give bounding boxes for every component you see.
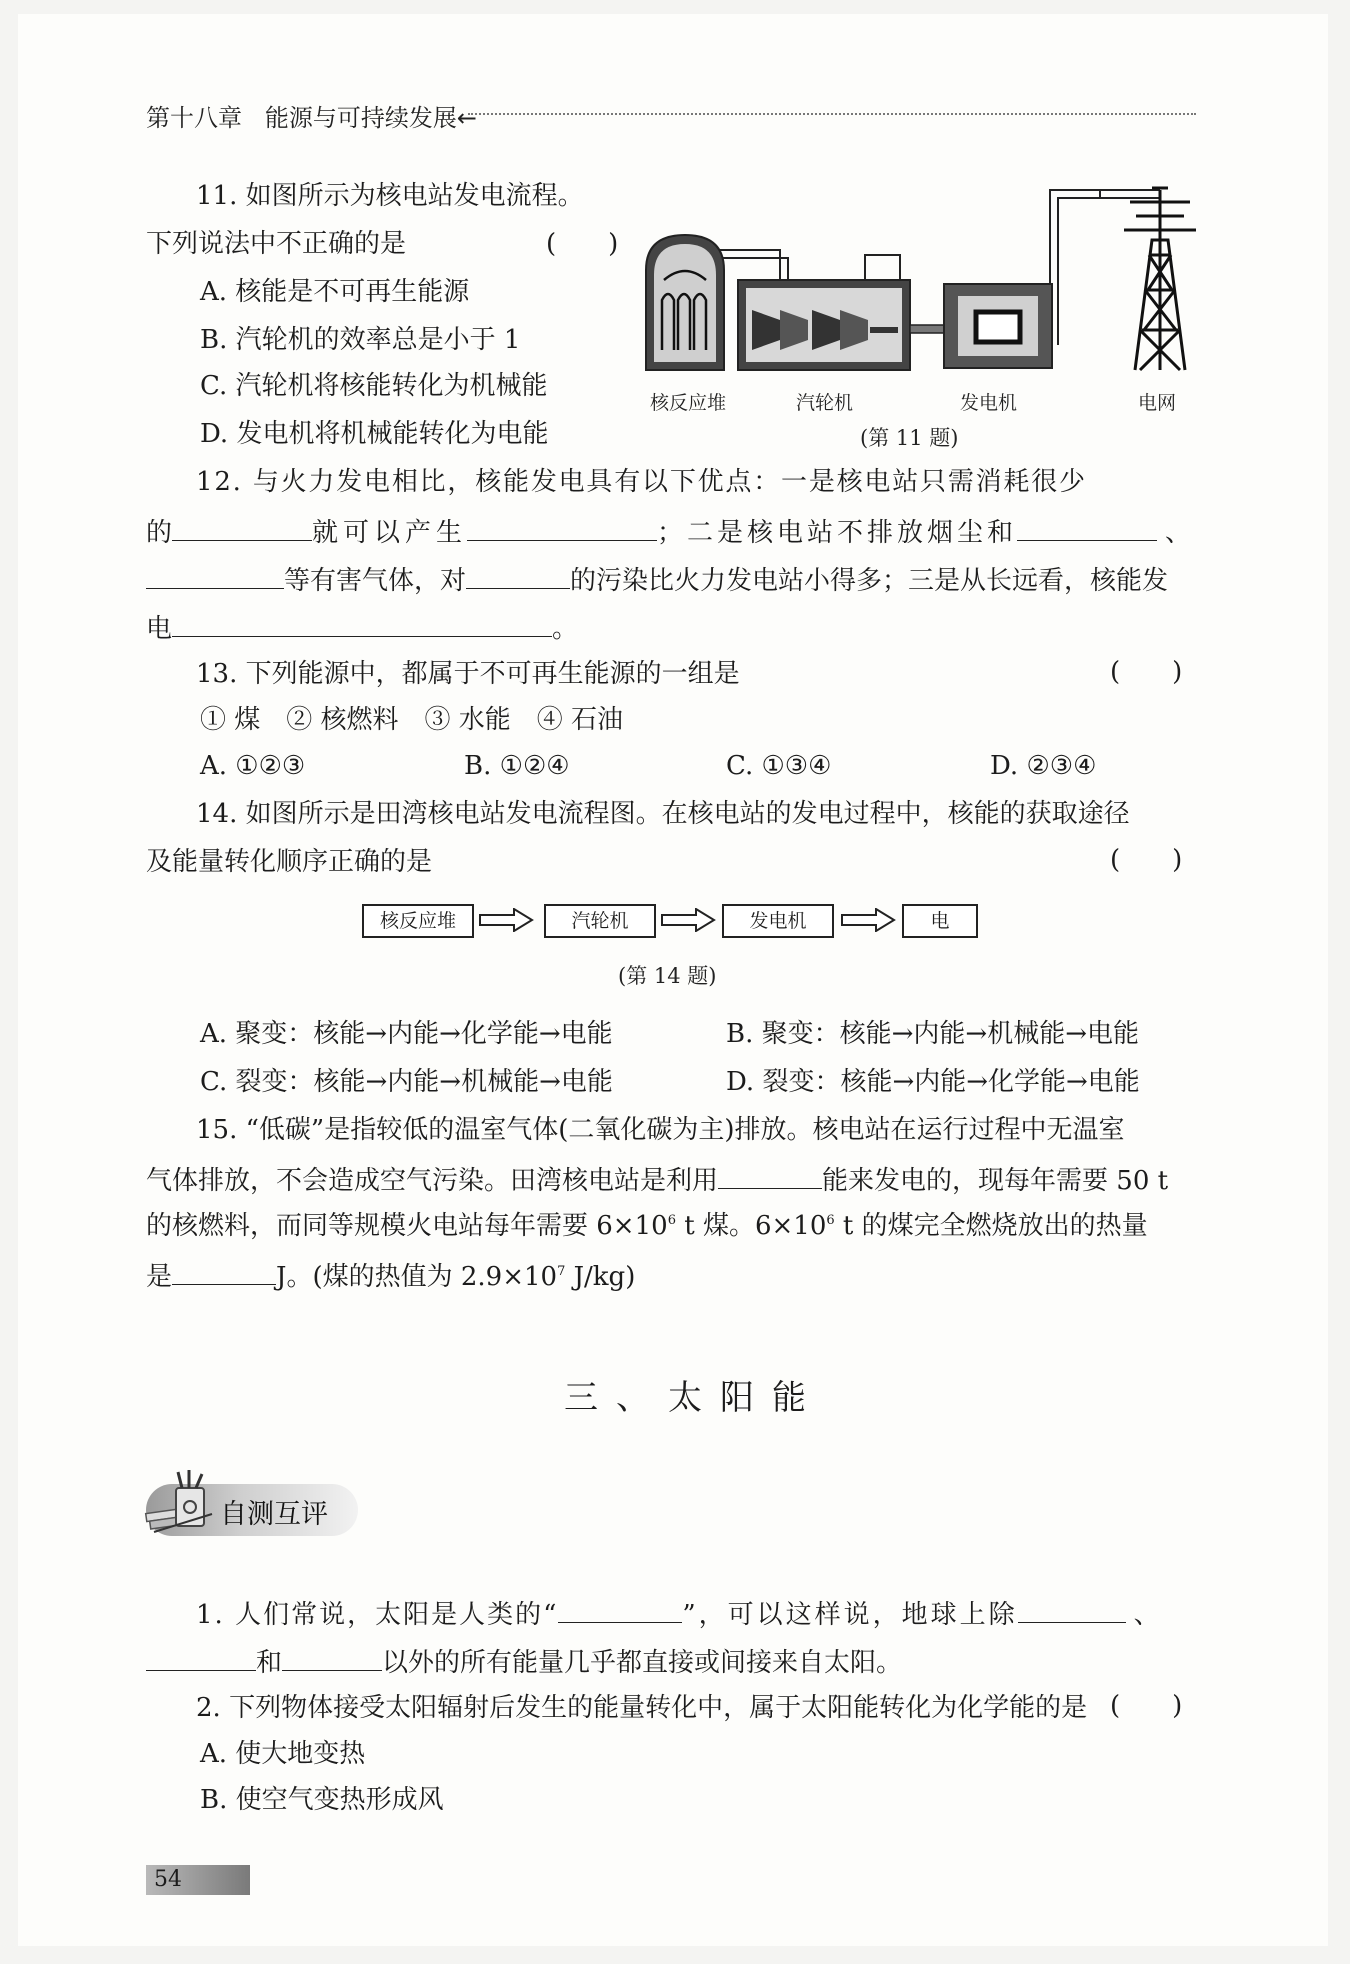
q12-line-3: [146, 562, 1168, 597]
q12-line-4: [146, 610, 578, 645]
q13-answer-paren: ( ): [1110, 657, 1183, 687]
power-tower-icon: [1124, 188, 1196, 370]
flow-box-turbine: 汽轮机: [544, 904, 656, 938]
q12-blank-3[interactable]: [1017, 514, 1157, 541]
q14-line-2: 及能量转化顺序正确的是: [146, 847, 433, 877]
header-rule: [468, 113, 1196, 115]
q14-answer-paren: ( ): [1110, 845, 1183, 875]
flow-arrow-icon: [660, 908, 716, 932]
s1-line-1: [196, 1596, 1160, 1631]
q12-blank-4[interactable]: [146, 562, 284, 589]
s1-text: 、: [1133, 1600, 1160, 1630]
page-number-tab: [146, 1865, 250, 1895]
chapter-number: 第十八章: [146, 104, 242, 132]
q15-text: 能来发电的，现每年需要 50 t: [822, 1166, 1169, 1196]
pen-holder-icon: [142, 1470, 222, 1536]
label-reactor: 核反应堆: [650, 392, 727, 414]
q11-stem-2: 下列说法中不正确的是: [146, 229, 407, 259]
label-grid: 电网: [1138, 392, 1177, 414]
q15-line-1: 15. “低碳”是指较低的温室气体(二氧化碳为主)排放。核电站在运行过程中无温室: [196, 1115, 1125, 1145]
q15-text: 气体排放，不会造成空气污染。田湾核电站是利用: [146, 1166, 719, 1196]
s1-blank-1[interactable]: [558, 1596, 682, 1623]
q15-exponent: 6: [826, 1213, 835, 1228]
page-number: 54: [154, 1867, 182, 1892]
q12-line-1: 12. 与火力发电相比，核能发电具有以下优点：一是核电站只需消耗很少: [196, 467, 1087, 497]
q12-text: 的: [146, 518, 173, 548]
generator-icon: [944, 284, 1052, 368]
q15-text: t 煤。6×10: [675, 1211, 827, 1241]
q12-blank-6[interactable]: [172, 610, 552, 637]
q11-answer-paren: ( ): [546, 229, 619, 259]
q15-text: t 的煤完全燃烧放出的热量: [834, 1211, 1148, 1241]
q11-nuclear-plant-figure: [640, 180, 1210, 380]
q15-exponent: 6: [667, 1213, 676, 1228]
s1-text: ”，可以这样说，地球上除: [682, 1600, 1018, 1630]
q13-option-d: D. ②③④: [990, 751, 1097, 781]
self-test-banner: [146, 1484, 358, 1536]
s1-text: 1. 人们常说，太阳是人类的“: [196, 1600, 559, 1630]
q11-option-b: B. 汽轮机的效率总是小于 1: [200, 325, 521, 355]
q12-line-2: [146, 514, 1191, 549]
s2-option-a: A. 使大地变热: [200, 1739, 366, 1769]
s2-option-b: B. 使空气变热形成风: [200, 1785, 444, 1815]
label-turbine: 汽轮机: [796, 392, 854, 414]
s1-text: 以外的所有能量几乎都直接或间接来自太阳。: [382, 1648, 903, 1678]
banner-label: 自测互评: [220, 1499, 328, 1530]
q12-text: 电: [146, 614, 173, 644]
flow-box-reactor: 核反应堆: [362, 904, 474, 938]
q14-option-d: D. 裂变：核能→内能→化学能→电能: [726, 1067, 1140, 1097]
q14-line-1: 14. 如图所示是田湾核电站发电流程图。在核电站的发电过程中，核能的获取途径: [196, 799, 1130, 829]
chapter-header: [146, 98, 477, 133]
q13-option-c: C. ①③④: [726, 751, 832, 781]
flow-arrow-icon: [840, 908, 896, 932]
q11-option-c: C. 汽轮机将核能转化为机械能: [200, 371, 548, 401]
q13-stem: 13. 下列能源中，都属于不可再生能源的一组是: [196, 659, 740, 689]
q15-blank-2[interactable]: [172, 1258, 276, 1285]
label-generator: 发电机: [960, 392, 1018, 414]
header-arrow-icon: ←: [456, 104, 477, 132]
s1-blank-2[interactable]: [1018, 1596, 1126, 1623]
q14-option-b: B. 聚变：核能→内能→机械能→电能: [726, 1019, 1139, 1049]
q12-text: 就可以产生: [312, 518, 468, 548]
q13-option-b: B. ①②④: [464, 751, 570, 781]
q15-blank-1[interactable]: [718, 1162, 822, 1189]
reactor-icon: [646, 235, 724, 370]
chapter-title: 能源与可持续发展: [264, 104, 457, 132]
q12-text: 。: [552, 614, 579, 644]
q12-blank-2[interactable]: [467, 514, 657, 541]
q12-text: 的污染比火力发电站小得多；三是从长远看，核能发: [570, 566, 1169, 596]
q14-caption: (第 14 题): [618, 964, 717, 988]
q11-option-a: A. 核能是不可再生能源: [200, 277, 470, 307]
q12-text: 、: [1165, 518, 1192, 548]
q12-text: 等有害气体，对: [284, 566, 467, 596]
q13-items: ① 煤 ② 核燃料 ③ 水能 ④ 石油: [200, 705, 624, 735]
q12-blank-1[interactable]: [172, 514, 312, 541]
q15-exponent: 7: [557, 1264, 566, 1279]
flow-box-generator: 发电机: [722, 904, 834, 938]
q15-text: J/kg): [565, 1262, 636, 1292]
s1-line-2: [146, 1644, 902, 1679]
q15-text: 是: [146, 1262, 173, 1292]
q12-blank-5[interactable]: [466, 562, 570, 589]
flow-arrow-icon: [478, 908, 534, 932]
q15-text: J。(煤的热值为 2.9×10: [276, 1262, 558, 1292]
q11-stem-1: 11. 如图所示为核电站发电流程。: [196, 181, 584, 211]
q15-text: 的核燃料，而同等规模火电站每年需要 6×10: [146, 1211, 668, 1241]
section-title: 三、太阳能: [564, 1378, 824, 1418]
s2-stem: 2. 下列物体接受太阳辐射后发生的能量转化中，属于太阳能转化为化学能的是: [196, 1693, 1088, 1723]
s1-blank-3[interactable]: [146, 1644, 256, 1671]
q14-option-a: A. 聚变：核能→内能→化学能→电能: [200, 1019, 613, 1049]
q14-option-c: C. 裂变：核能→内能→机械能→电能: [200, 1067, 613, 1097]
flow-box-electricity: 电: [902, 904, 978, 938]
s1-blank-4[interactable]: [282, 1644, 382, 1671]
q11-caption: (第 11 题): [860, 426, 959, 450]
q15-line-3: [146, 1210, 1148, 1242]
s1-text: 和: [256, 1648, 283, 1678]
q15-line-4: [146, 1258, 635, 1293]
q15-line-2: [146, 1162, 1168, 1197]
q12-text: ；二是核电站不排放烟尘和: [657, 518, 1018, 548]
s2-answer-paren: ( ): [1110, 1691, 1183, 1721]
q13-option-a: A. ①②③: [200, 751, 306, 781]
q11-option-d: D. 发电机将机械能转化为电能: [200, 419, 549, 449]
turbine-icon: [738, 280, 910, 370]
